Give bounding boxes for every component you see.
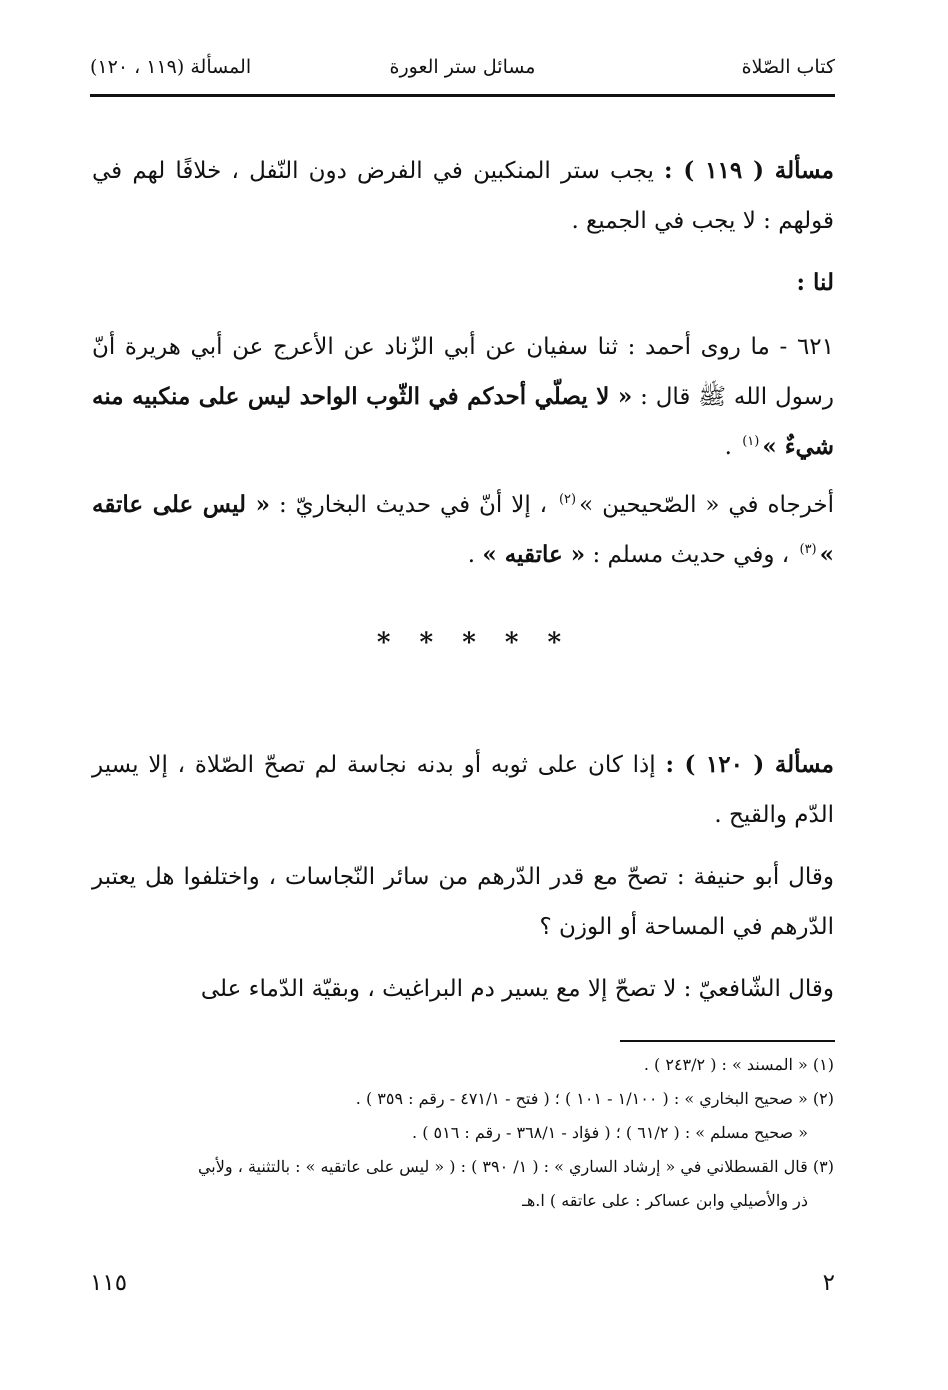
hadith-621-quote: « لا يصلّي أحدكم في الثّوب الواحد ليس على منكبيه منه شيءٌ »: [92, 383, 834, 460]
hadith-621-end: .: [724, 434, 732, 460]
issue-120-title: مسألة ( ١٢٠ ) :: [665, 751, 835, 778]
issue-119-title: مسألة ( ١١٩ ) :: [664, 157, 834, 184]
muslim-wording: « عاتقيه »: [482, 541, 586, 568]
issue-120-body: إذا كان على ثوبه أو بدنه نجاسة لم تصحّ الصّلاة ، إلا يسير الدّم والقيح .: [92, 752, 834, 828]
takhrij-end: .: [467, 542, 475, 568]
hadith-621-intro: ٦٢١ - ما روى أحمد : ثنا سفيان عن أبي الزّناد عن الأعرج عن أبي هريرة أنّ رسول الله ﷺ قال :: [92, 334, 834, 410]
footnote-ref-3[interactable]: (٣): [799, 542, 817, 558]
chapter-title: مسائل ستر العورة: [389, 56, 536, 78]
footnote-2: (٢) « صحيح البخاري » : ( ١/١٠٠ - ١٠١ ) ؛ ( فتح - ٤٧١/١ - رقم : ٣٥٩ ) .: [355, 1089, 834, 1108]
issue-119: [92, 146, 834, 308]
takhrij-part-b: ، إلا أنّ في حديث البخاريّ :: [278, 492, 548, 518]
footnote-3-continued: ذر والأصيلي وابن عساكر : على عاتقه ) ا.هـ: [522, 1191, 808, 1210]
abu-hanifa-opinion: وقال أبو حنيفة : تصحّ مع قدر الدّرهم من سائر النّجاسات ، واختلفوا هل يعتبر الدّرهم في المساحة أو الوزن ؟: [92, 864, 834, 940]
page-footer: [90, 1270, 835, 1310]
takhrij-text: [92, 480, 834, 580]
footnote-divider: [620, 1040, 835, 1042]
takhrij-part-a: أخرجاه في « الصّحيحين »: [579, 492, 835, 518]
footnote-2-continued: « صحيح مسلم » : ( ٦١/٢ ) ؛ ( فؤاد - ٣٦٨/١ - رقم : ٥١٦ ) .: [412, 1123, 808, 1142]
running-header: [90, 50, 835, 90]
shafii-opinion: وقال الشّافعيّ : لا تصحّ إلا مع يسير دم البراغيث ، وبقيّة الدّماء على: [200, 976, 834, 1002]
book-title: كتاب الصّلاة: [741, 56, 835, 78]
issue-120-paragraph: [92, 740, 834, 840]
lana-label: لنا :: [796, 269, 834, 296]
footnote-ref-2[interactable]: (٢): [558, 492, 577, 508]
header-divider: [90, 94, 835, 97]
volume-number: ٢: [822, 1270, 835, 1296]
hadith-621-paragraph: [92, 322, 834, 472]
takhrij-part-c: ، وفي حديث مسلم :: [592, 542, 790, 568]
footnotes: [92, 1048, 834, 1218]
issue-119-paragraph: [92, 146, 834, 246]
page-number: ١١٥: [90, 1270, 128, 1296]
issue-range: المسألة (١١٩ ، ١٢٠): [90, 56, 252, 78]
footnote-ref-1[interactable]: (١): [742, 434, 760, 450]
footnote-3: (٣) قال القسطلاني في « إرشاد الساري » : ( ١/ ٣٩٠ ) : ( « ليس على عاتقيه » : بالتثنية ، ولأبي: [197, 1157, 834, 1176]
bukhari-wording: « ليس على عاتقه »: [92, 491, 834, 568]
issue-119-body: يجب ستر المنكبين في الفرض دون النّفل ، خلافًا لهم في قولهم : لا يجب في الجميع .: [92, 158, 834, 234]
section-separator: * * * * *: [376, 628, 572, 658]
hadith-621: [92, 322, 834, 472]
issue-120: [92, 740, 834, 840]
footnote-1: (١) « المسند » : ( ٢٤٣/٢ ) .: [643, 1055, 834, 1074]
takhrij-paragraph: [92, 480, 834, 580]
